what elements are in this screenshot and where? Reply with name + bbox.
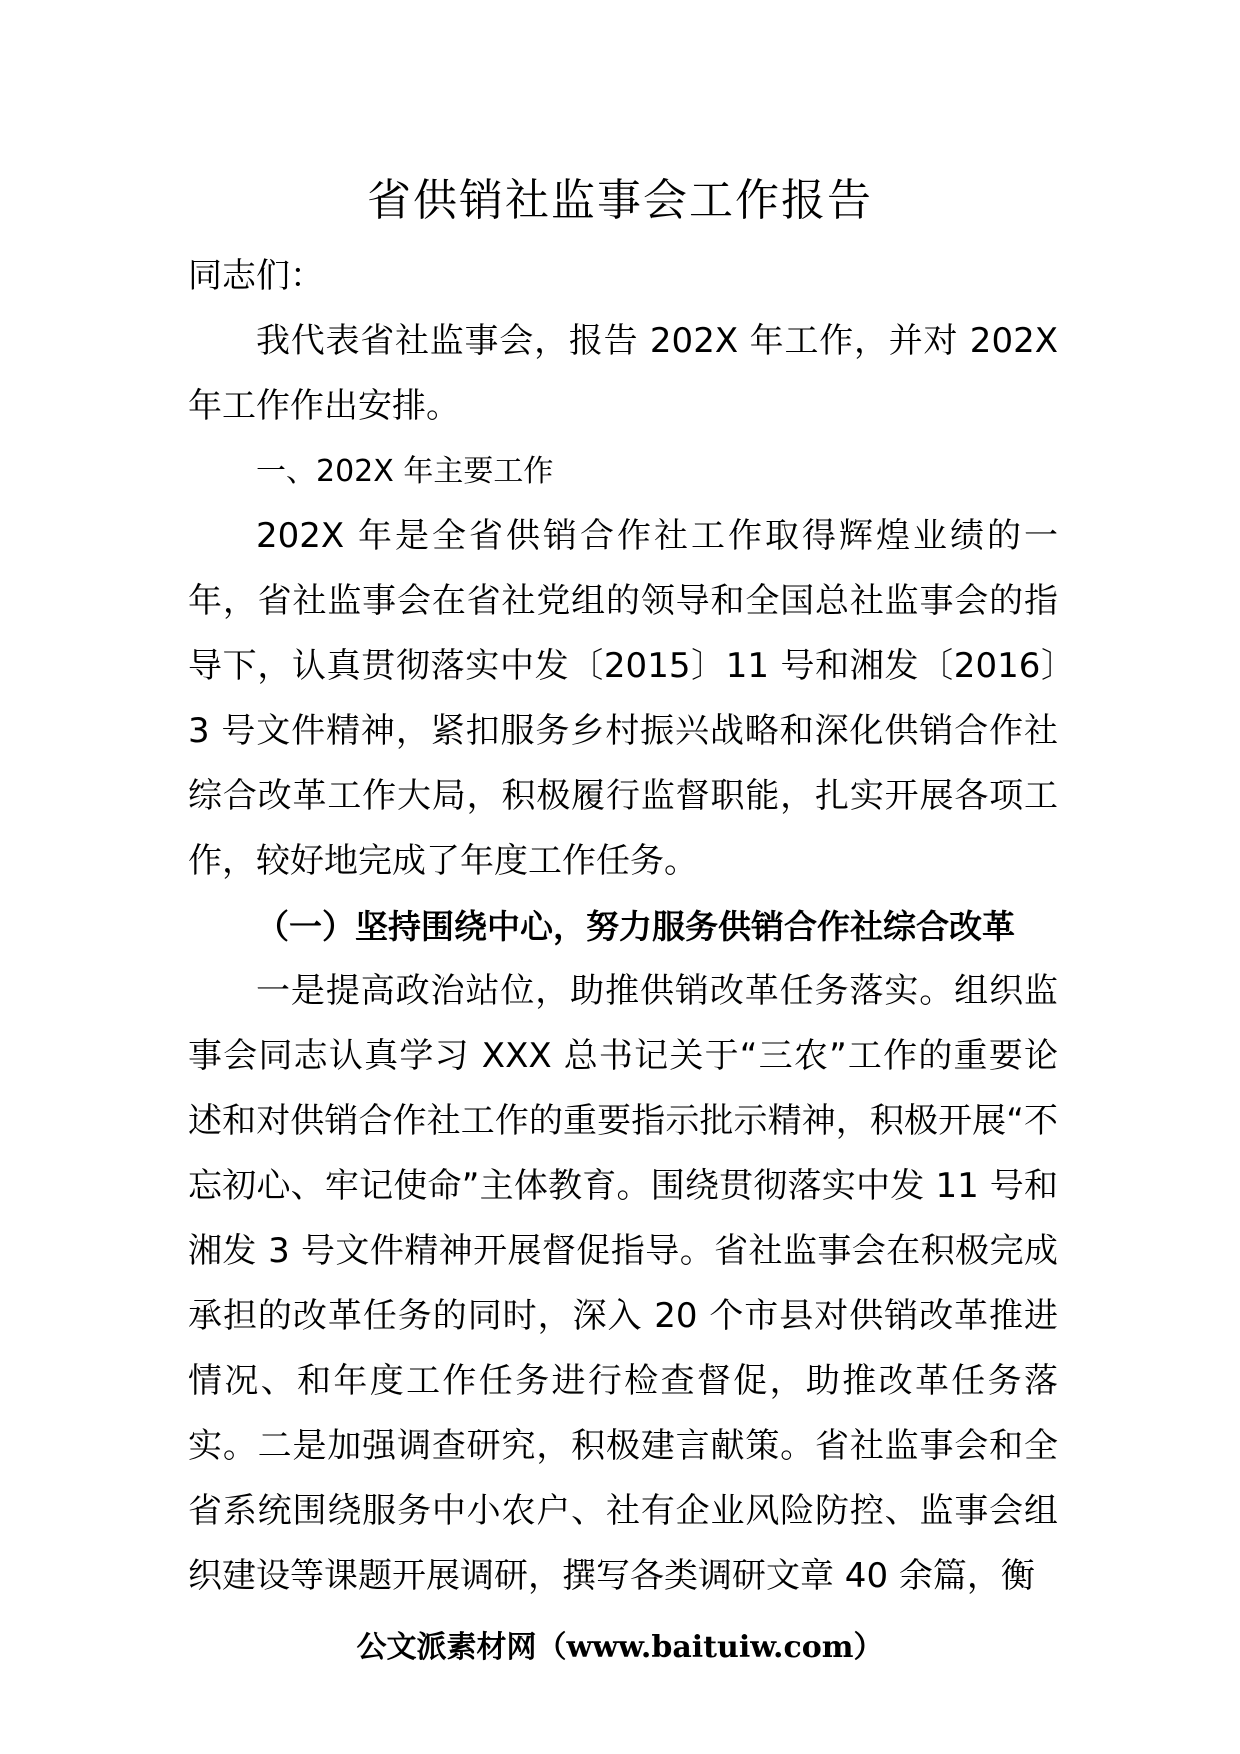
salutation: 同志们： (188, 256, 324, 296)
document-body (188, 244, 1058, 1609)
subsection-heading: （一）坚持围绕中心，努力服务供销合作社综合改革 (256, 907, 1015, 946)
section-heading: 一、202X 年主要工作 (256, 454, 554, 489)
footer-watermark: 公文派素材网（www.baituiw.com） (356, 1630, 884, 1665)
document-title: 省供销社监事会工作报告 (367, 175, 873, 226)
subsection-body-paragraph: 一是提高政治站位，助推供销改革任务落实。组织监事会同志认真学习 XXX 总书记关于“三农”工作的重要论述和对供销合作社工作的重要指示批示精神，积极开展“不忘初心、牢记使命”主体教育。围绕贯彻落实中发 11 号和湘发 3 号文件精神开展督促指导。省社监事会在积极完成承担的改革任务的同时，深入 20 个市县对供销改革推进情况、和年度工作任务进行检查督促，助推改革任务落实。二是加强调查研究，积极建言献策。省社监事会和全省系统围绕服务中小农户、社有企业风险防控、监事会组织建设等课题开展调研，撰写各类调研文章 40 余篇，衡 (188, 971, 1058, 1596)
intro-paragraph: 我代表省社监事会，报告 202X 年工作，并对 202X 年工作作出安排。 (188, 321, 1058, 426)
section-body-paragraph: 202X 年是全省供销合作社工作取得辉煌业绩的一年，省社监事会在省社党组的领导和全国总社监事会的指导下，认真贯彻落实中发〔2015〕11 号和湘发〔2016〕3 号文件精神，紧扣服务乡村振兴战略和深化供销合作社综合改革工作大局，积极履行监督职能，扎实开展各项工作，较好地完成了年度工作任务。 (188, 516, 1058, 881)
